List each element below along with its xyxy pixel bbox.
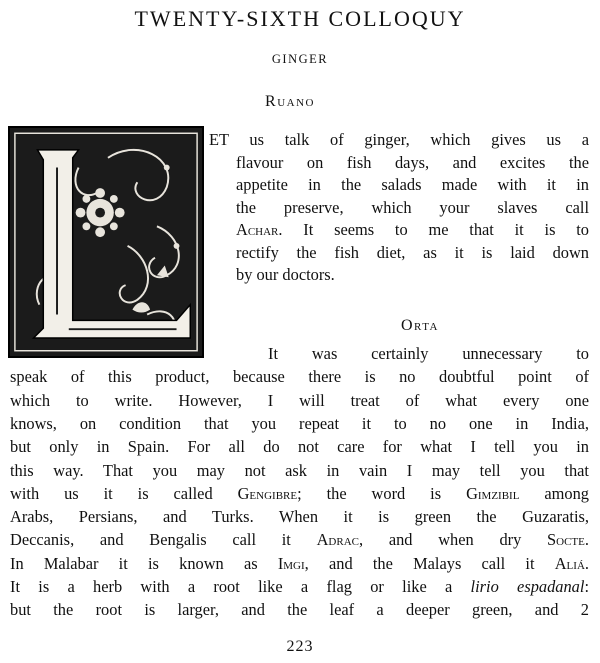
small-caps-term: Aliá <box>554 553 585 573</box>
text-run: . <box>584 553 589 573</box>
text-run: It seems to me that it is to <box>282 220 589 239</box>
text-line <box>10 576 589 598</box>
text-run: by our doctors. <box>236 265 335 284</box>
ornamental-letter-l-icon <box>10 128 202 356</box>
page-number: 223 <box>286 638 314 655</box>
text-run: speak of this product, because there is no doubtful point of <box>10 367 589 387</box>
speaker-ruano: Ruano <box>265 93 315 110</box>
text-run: ET us talk of ginger, which gives us a <box>209 130 589 149</box>
text-line <box>10 506 589 528</box>
small-caps-term: Imgi <box>277 553 305 573</box>
chapter-title: TWENTY-SIXTH COLLOQUY <box>134 6 466 31</box>
text-line <box>236 197 589 219</box>
text-run: Deccanis, and Bengalis call it <box>10 530 317 550</box>
decorated-initial-l <box>8 126 204 358</box>
text-run: : <box>584 577 589 596</box>
text-line <box>10 390 589 412</box>
small-caps-term: Achar. <box>236 220 283 239</box>
small-caps-term: Adrac <box>316 530 359 550</box>
text-run: but only in Spain. For all do not care for what I tell you in <box>10 437 589 457</box>
text-line <box>10 460 589 482</box>
small-caps-term: Gimzibil <box>466 483 520 503</box>
text-line <box>10 413 589 435</box>
text-run: . <box>584 530 589 550</box>
text-line <box>10 366 589 388</box>
italic-term: lirio espadanal <box>470 577 585 596</box>
text-run: In Malabar it is known as <box>10 553 278 573</box>
text-run: among <box>519 483 590 503</box>
text-run: It was certainly unnecessary to <box>268 344 589 363</box>
text-run: , and when dry <box>359 530 548 550</box>
text-line <box>10 529 589 551</box>
topic-heading: GINGER <box>271 52 329 66</box>
text-run: but the root is larger, and the leaf a deeper green, and 2 <box>10 600 589 620</box>
text-run: ; the word is <box>297 483 467 503</box>
text-run: rectify the fish diet, as it is laid down <box>236 242 589 262</box>
text-run: with us it is called <box>10 483 238 503</box>
speaker-orta: Orta <box>400 317 439 334</box>
text-run: knows, on condition that you repeat it to no one in India, <box>10 413 589 433</box>
text-line <box>236 264 589 286</box>
small-caps-term: Socte <box>547 530 585 550</box>
text-line <box>10 483 589 505</box>
text-line <box>236 219 589 241</box>
text-line <box>268 343 589 365</box>
text-run: which to write. However, I will treat of what every one <box>10 390 589 410</box>
text-line <box>10 553 589 575</box>
text-run: flavour on fish days, and excites the <box>236 152 589 172</box>
text-run: the preserve, which your slaves call <box>236 197 589 217</box>
text-run: this way. That you may not ask in vain I may tell you that <box>10 460 589 480</box>
text-line <box>209 129 589 151</box>
text-run: , and the Malays call it <box>304 553 555 573</box>
text-line <box>10 599 589 621</box>
text-line <box>236 152 589 174</box>
text-line <box>10 436 589 458</box>
text-run: Arabs, Persians, and Turks. When it is green the Guzaratis, <box>10 507 589 527</box>
text-run: It is a herb with a root like a flag or like a <box>10 577 471 596</box>
text-run: appetite in the salads made with it in <box>236 175 589 194</box>
text-line <box>236 242 589 264</box>
text-line <box>236 174 589 196</box>
small-caps-term: Gengibre <box>237 483 298 503</box>
